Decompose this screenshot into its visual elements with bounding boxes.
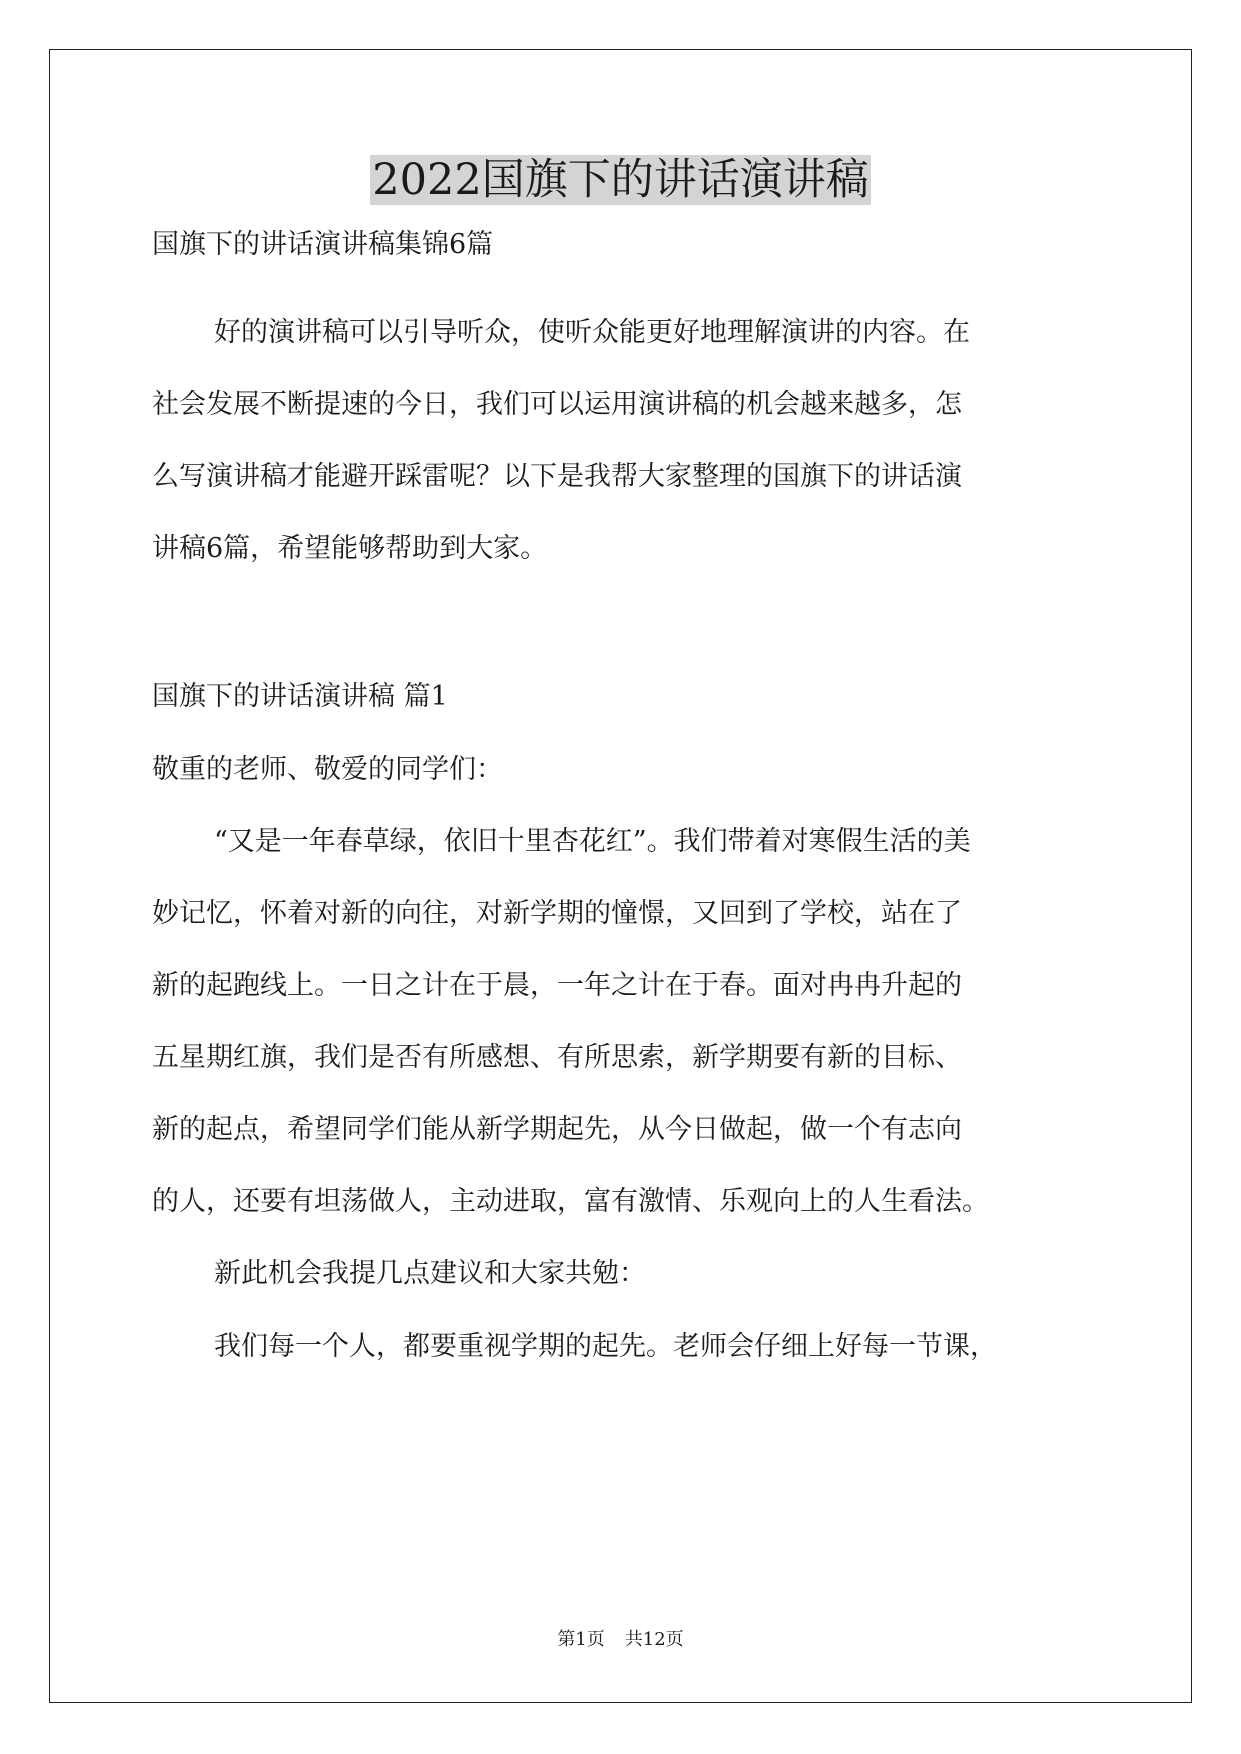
page-border: [49, 49, 1192, 1703]
body-line-6: 的人，还要有坦荡做人，主动进取，富有激情、乐观向上的人生看法。: [152, 1186, 989, 1217]
body-line-4: 五星期红旗，我们是否有所感想、有所思索，新学期要有新的目标、: [152, 1042, 962, 1073]
body-line-5: 新的起点，希望同学们能从新学期起先，从今日做起，做一个有志向: [152, 1114, 962, 1145]
body-line-2: 妙记忆，怀着对新的向往，对新学期的憧憬，又回到了学校，站在了: [152, 898, 962, 929]
intro-line-2: 社会发展不断提速的今日，我们可以运用演讲稿的机会越来越多，怎: [152, 389, 962, 420]
intro-line-3: 么写演讲稿才能避开踩雷呢？以下是我帮大家整理的国旗下的讲话演: [152, 461, 962, 492]
document-title: 2022国旗下的讲话演讲稿: [372, 155, 869, 205]
intro-line-1: 好的演讲稿可以引导听众，使听众能更好地理解演讲的内容。在: [214, 317, 970, 348]
document-subtitle: 国旗下的讲话演讲稿集锦6篇: [152, 229, 494, 260]
greeting: 敬重的老师、敬爱的同学们：: [152, 754, 503, 785]
paragraph-2: 新此机会我提几点建议和大家共勉：: [214, 1258, 646, 1289]
paragraph-3-line-1: 我们每一个人，都要重视学期的起先。老师会仔细上好每一节课，: [214, 1331, 997, 1362]
page-footer: [0, 1628, 1241, 1652]
page-total: 共12页: [624, 1629, 684, 1650]
intro-line-4: 讲稿6篇，希望能够帮助到大家。: [152, 533, 548, 564]
page-number: 第1页: [557, 1629, 605, 1650]
body-line-1: “又是一年春草绿，依旧十里杏花红”。我们带着对寒假生活的美: [214, 826, 971, 857]
body-line-3: 新的起跑线上。一日之计在于晨，一年之计在于春。面对冉冉升起的: [152, 970, 962, 1001]
section-heading: 国旗下的讲话演讲稿 篇1: [152, 681, 448, 712]
